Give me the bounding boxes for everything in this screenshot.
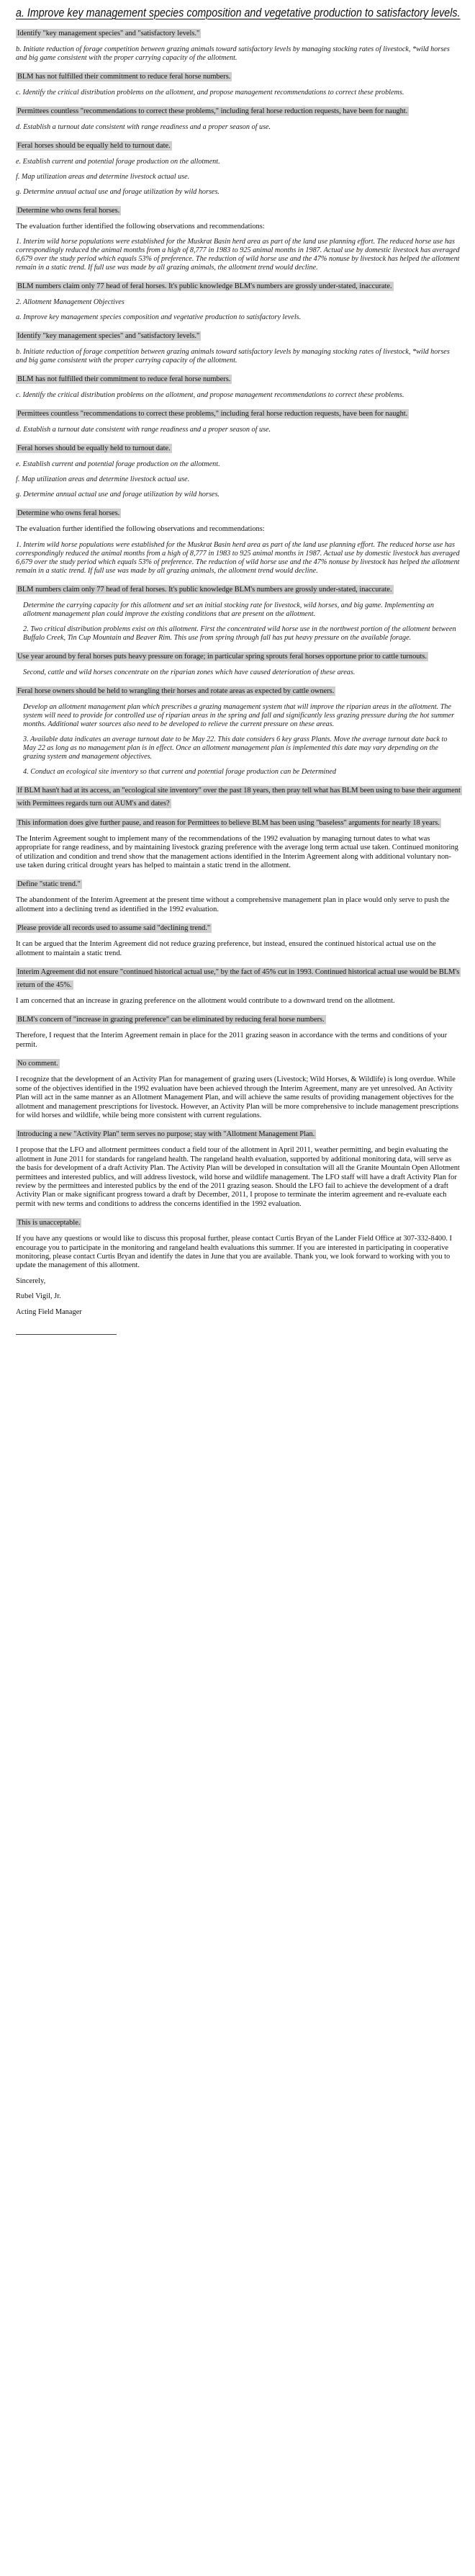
highlighted-comment bbox=[16, 1215, 461, 1228]
comment-text: Permittees countless "recommendations to correct these problems," including feral horse reduction requests, have been for naught. bbox=[17, 107, 408, 115]
comment-text: Feral horses should be equally held to turnout date. bbox=[17, 142, 171, 150]
letter-paragraph bbox=[16, 1146, 461, 1209]
letter-paragraph bbox=[16, 896, 461, 914]
quoted-evaluation-paragraph bbox=[16, 123, 461, 132]
highlighted-comment bbox=[16, 649, 461, 662]
comment-text: Introducing a new "Activity Plan" term serves no purpose; stay with "Allotment Management Plan. bbox=[17, 1130, 315, 1139]
quoted-text: 1. Interim wild horse populations were established for the Muskrat Basin herd area as part of the land use planning effort. The reduced horse use has correspondingly reduced the animal months from a high of 8,777 in 1983 to 925 animal months in 1987. Actual use by domestic livestock has averaged 6,679 over the study period which equals 53% of preference. The reduction of wild horse use and the 47% nonuse by livestock has helped the allotment remain in a static trend. If full use was made by all grazing animals, the allotment trend would decline. bbox=[16, 540, 460, 575]
page-title: a. Improve key management species composition and vegetative production to satisfactory levels. bbox=[16, 6, 461, 19]
comment-text: This information does give further pause, and reason for Permittees to believe BLM has been using "baseless" arguments for nearly 18 years. bbox=[17, 818, 440, 827]
highlighted-comment bbox=[16, 372, 461, 385]
comment-text: Interim Agreement did not ensure "continued historical actual use," by the fact of 45% cut in 1993. Continued historical actual use would be BLM's return of the 45%. bbox=[17, 968, 460, 990]
quoted-evaluation-paragraph bbox=[16, 703, 461, 729]
quoted-evaluation-paragraph bbox=[16, 45, 461, 63]
quoted-evaluation-paragraph bbox=[16, 735, 461, 761]
comment-text: Determine who owns feral horses. bbox=[17, 207, 120, 215]
quoted-text: b. Initiate reduction of forage competition between grazing animals toward satisfactory levels by managing stocking rates of livestock, *wild horses and big game consistent with the proper carrying capacity of the allotment. bbox=[16, 45, 450, 62]
comment-text: If BLM hasn't had at its access, an "ecological site inventory" over the past 18 years, then pray tell what has BLM been using to base their argument with Permittees regards turn out AUM's and dates? bbox=[17, 786, 461, 808]
letter-paragraph bbox=[16, 1032, 461, 1050]
quoted-text: Second, cattle and wild horses concentrate on the riparian zones which have caused deterioration of these areas. bbox=[23, 668, 356, 676]
quoted-evaluation-paragraph bbox=[16, 391, 461, 400]
quoted-evaluation-paragraph bbox=[16, 89, 461, 97]
quoted-text: g. Determine annual actual use and forage utilization by wild horses. bbox=[16, 188, 220, 196]
paragraph-text: I am concerned that an increase in grazing preference on the allotment would contribute to a downward trend on the allotment. bbox=[16, 997, 395, 1006]
quoted-evaluation-paragraph bbox=[16, 348, 461, 365]
highlighted-comment bbox=[16, 138, 461, 151]
quoted-text: Determine the carrying capacity for this allotment and set an initial stocking rate for livestock, wild horses, and big game. Implementing an allotment management plan could improve the existing conditions that are present on the allotment. bbox=[23, 601, 434, 618]
highlighted-comment bbox=[16, 406, 461, 419]
letter-paragraph bbox=[16, 1308, 461, 1317]
paragraph-text: The evaluation further identified the following observations and recommendations: bbox=[16, 223, 265, 231]
comment-text: Identify "key management species" and "satisfactory levels." bbox=[17, 332, 200, 341]
highlighted-comment bbox=[16, 783, 461, 809]
comment-text: BLM has not fulfilled their commitment to reduce feral horse numbers. bbox=[17, 375, 231, 384]
highlighted-comment bbox=[16, 69, 461, 82]
paragraph-text: Acting Field Manager bbox=[16, 1307, 82, 1316]
comment-text: No comment. bbox=[17, 1060, 58, 1068]
comment-text: Feral horses should be equally held to turnout date. bbox=[17, 444, 171, 453]
paragraph-text: The evaluation further identified the following observations and recommendations: bbox=[16, 525, 265, 534]
highlighted-comment bbox=[16, 203, 461, 216]
quoted-evaluation-paragraph bbox=[16, 541, 461, 576]
highlighted-comment bbox=[16, 104, 461, 117]
quoted-text: 3. Available data indicates an average turnout date to be May 22. This date considers 6 key grass Plants. Move the average turnout date back to May 22 as long as no management plan is in effect. Once an allotment management plan is implemented this date may vary depending on the grazing system and management objectives. bbox=[23, 735, 448, 761]
comment-text: Permittees countless "recommendations to correct these problems," including feral horse reduction requests, have been for naught. bbox=[17, 410, 408, 419]
comment-text: BLM's concern of "increase in grazing preference" can be eliminated by reducing feral horse numbers. bbox=[17, 1016, 325, 1024]
highlighted-comment bbox=[16, 506, 461, 519]
quoted-text: f. Map utilization areas and determine livestock actual use. bbox=[16, 475, 190, 484]
comment-text: BLM numbers claim only 77 head of feral horses. It's public knowledge BLM's numbers are grossly under-stated, inaccurate. bbox=[17, 585, 392, 594]
quoted-text: Develop an allotment management plan which prescribes a grazing management system that will improve the riparian areas in the allotment. The system will need to provide for controlled use of riparian areas in the spring and fall and significantly less grazing pressure during the hot summer months. Additional water sources also need to be developed to relieve the current pressure on these areas. bbox=[23, 702, 455, 728]
highlighted-comment bbox=[16, 815, 461, 828]
quoted-text: e. Establish current and potential forage production on the allotment. bbox=[16, 460, 220, 469]
quoted-text: d. Establish a turnout date consistent with range readiness and a proper season of use. bbox=[16, 426, 271, 434]
quoted-text: d. Establish a turnout date consistent with range readiness and a proper season of use. bbox=[16, 123, 271, 131]
paragraph-text: Rubel Vigil, Jr. bbox=[16, 1292, 61, 1301]
highlighted-comment bbox=[16, 877, 461, 890]
paragraph-text: Sincerely, bbox=[16, 1276, 46, 1285]
paragraph-text: If you have any questions or would like to discuss this proposal further, please contact Curtis Bryan of the Lander Field Office at 307-332-8400. I encourage you to participate in the monitoring and rangeland health evaluations this summer. If you are interested in participating in cooperative monitoring, please contact Curtis Bryan and identify the dates in June that you are available. Thank you, we look forward to working with you to update the management of this allotment. bbox=[16, 1235, 452, 1270]
highlighted-comment bbox=[16, 965, 461, 990]
signature-rule bbox=[16, 1334, 117, 1335]
paragraph-text: Therefore, I request that the Interim Agreement remain in place for the 2011 grazing season in accordance with the terms and conditions of your permit. bbox=[16, 1032, 448, 1049]
comment-text: BLM has not fulfilled their commitment to reduce feral horse numbers. bbox=[17, 73, 231, 81]
comment-text: Please provide all records used to assume said "declining trend." bbox=[17, 924, 211, 933]
quoted-evaluation-paragraph bbox=[16, 238, 461, 272]
highlighted-comment bbox=[16, 328, 461, 341]
paragraph-text: I propose that the LFO and allotment permittees conduct a field tour of the allotment in April 2011, weather permitting, and begin evaluating the allotment in June 2011 for standards for rangeland health. The rangeland health evaluation, supported by additional monitoring data, will serve as the basis for development of a draft Activity Plan. The Activity Plan will be developed in consultation will all the Granite Mountain Open Allotment permittees and interested publics, and will address livestock, wild horse and wildlife management. The LFO staff will have a draft Activity Plan for review by the permittees and interested publics by the end of the 2011 grazing season. Should the LFO fail to achieve the development of a draft Activity Plan or make significant progress toward a draft by December, 2011, I propose to terminate the interim agreement and re-evaluate each permit with new terms and conditions to address the concerns identified in the 1992 evaluation. bbox=[16, 1146, 460, 1208]
quoted-evaluation-paragraph bbox=[16, 173, 461, 182]
paragraph-text: It can be argued that the Interim Agreement did not reduce grazing preference, but instead, ensured the continued historical actual use on the allotment to maintain a static trend. bbox=[16, 940, 436, 957]
highlighted-comment bbox=[16, 279, 461, 292]
paragraph-text: The Interim Agreement sought to implement many of the recommendations of the 1992 evaluation by managing turnout dates to what was appropriate for range readiness, and by maintaining livestock grazing preference with the average long term actual use taken. Continued monitoring of utilization and condition and trend show that the management actions identified in the Interim Agreement along with additional voluntary non-use taken during critical drought years has helped to maintain a static trend in the allotment. bbox=[16, 834, 458, 870]
quoted-evaluation-paragraph bbox=[16, 298, 461, 307]
quoted-evaluation-paragraph bbox=[16, 475, 461, 484]
quoted-text: g. Determine annual actual use and forage utilization by wild horses. bbox=[16, 491, 220, 499]
highlighted-comment bbox=[16, 1012, 461, 1025]
highlighted-comment bbox=[16, 1056, 461, 1069]
document-body bbox=[16, 26, 461, 1317]
quoted-text: 2. Allotment Management Objectives bbox=[16, 298, 125, 307]
letter-paragraph bbox=[16, 1292, 461, 1301]
comment-text: This is unacceptable. bbox=[17, 1219, 81, 1227]
quoted-text: 1. Interim wild horse populations were established for the Muskrat Basin herd area as part of the land use planning effort. The reduced horse use has correspondingly reduced the animal months from a high of 8,777 in 1983 to 925 animal months in 1987. Actual use by domestic livestock has averaged 6,679 over the study period which equals 53% of preference. The reduction of wild horse use and the 47% nonuse by livestock has helped the allotment remain in a static trend. If full use was made by all grazing animals, the allotment trend would decline. bbox=[16, 238, 460, 272]
letter-paragraph bbox=[16, 1235, 461, 1271]
comment-text: Identify "key management species" and "satisfactory levels." bbox=[17, 30, 200, 37]
paragraph-text: The abandonment of the Interim Agreement at the present time without a comprehensive management plan in place would only serve to push the allotment into a declining trend as identified in the 1992 evaluation. bbox=[16, 896, 450, 913]
quoted-evaluation-paragraph bbox=[16, 188, 461, 197]
paragraph-text: I recognize that the development of an Activity Plan for management of grazing users (Livestock; Wild Horses, & Wildlife) is long overdue. While some of the objectives identified in the 1992 evaluation have been achieved through the Interim Agreement, many are yet unresolved. An Activity Plan will act in the same manner as an Allotment Management Plan, and will achieve the same results of providing management objectives for the allotment and management prescriptions for livestock. However, an Activity Plan will be more comprehensive to include management prescriptions for wild horses and wildlife, while being more consistent with current regulations. bbox=[16, 1075, 459, 1119]
quoted-text: 4. Conduct an ecological site inventory so that current and potential forage production can be Determined bbox=[23, 767, 336, 776]
quoted-evaluation-paragraph bbox=[16, 768, 461, 777]
letter-paragraph bbox=[16, 223, 461, 231]
highlighted-comment bbox=[16, 26, 461, 39]
highlighted-comment bbox=[16, 1127, 461, 1140]
highlighted-comment bbox=[16, 582, 461, 595]
letter-paragraph bbox=[16, 997, 461, 1006]
quoted-evaluation-paragraph bbox=[16, 625, 461, 643]
letter-paragraph bbox=[16, 835, 461, 871]
quoted-evaluation-paragraph bbox=[16, 491, 461, 499]
quoted-evaluation-paragraph bbox=[16, 601, 461, 619]
comment-text: Define "static trend." bbox=[17, 880, 81, 889]
quoted-text: c. Identify the critical distribution problems on the allotment, and propose management recommendations to correct these problems. bbox=[16, 391, 404, 400]
quoted-text: f. Map utilization areas and determine livestock actual use. bbox=[16, 173, 190, 181]
quoted-evaluation-paragraph bbox=[16, 668, 461, 677]
letter-paragraph bbox=[16, 940, 461, 958]
quoted-evaluation-paragraph bbox=[16, 158, 461, 166]
comment-text: Feral horse owners should be held to wrangling their horses and rotate areas as expected by cattle owners. bbox=[17, 687, 335, 695]
quoted-text: e. Establish current and potential forage production on the allotment. bbox=[16, 158, 220, 166]
quoted-evaluation-paragraph bbox=[16, 313, 461, 322]
comment-text: Use year around by feral horses puts heavy pressure on forage; in particular spring sprouts feral horses opportune prior to cattle turnouts. bbox=[17, 652, 428, 661]
letter-paragraph bbox=[16, 1277, 461, 1286]
quoted-evaluation-paragraph bbox=[16, 426, 461, 434]
quoted-text: c. Identify the critical distribution problems on the allotment, and propose management recommendations to correct these problems. bbox=[16, 89, 404, 97]
quoted-evaluation-paragraph bbox=[16, 460, 461, 469]
comment-text: Determine who owns feral horses. bbox=[17, 509, 120, 518]
quoted-text: 2. Two critical distribution problems exist on this allotment. First the concentrated wild horse use in the northwest portion of the allotment between Buffalo Creek, Tin Cup Mountain and Beaver Rim. This use from spring through fall has put heavy pressure on the available forage. bbox=[23, 625, 456, 642]
quoted-text: b. Initiate reduction of forage competition between grazing animals toward satisfactory levels by managing stocking rates of livestock, *wild horses and big game consistent with the proper carrying capacity of the allotment. bbox=[16, 348, 450, 365]
letter-paragraph bbox=[16, 525, 461, 534]
quoted-text: a. Improve key management species composition and vegetative production to satisfactory levels. bbox=[16, 313, 302, 322]
letter-paragraph bbox=[16, 1075, 461, 1120]
highlighted-comment bbox=[16, 684, 461, 697]
highlighted-comment bbox=[16, 921, 461, 934]
comment-text: BLM numbers claim only 77 head of feral horses. It's public knowledge BLM's numbers are grossly under-stated, inaccurate. bbox=[17, 282, 392, 291]
highlighted-comment bbox=[16, 441, 461, 454]
